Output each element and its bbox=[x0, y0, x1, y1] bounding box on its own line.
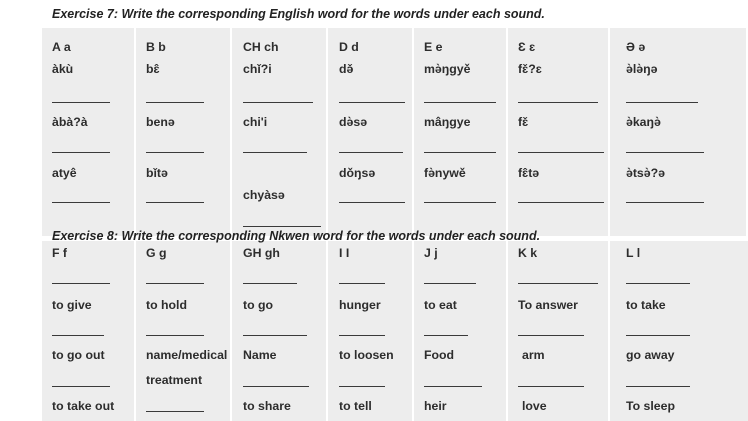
ex8-word: heir bbox=[424, 399, 447, 413]
answer-blank[interactable] bbox=[518, 202, 604, 203]
answer-blank[interactable] bbox=[52, 202, 110, 203]
answer-blank[interactable] bbox=[424, 386, 482, 387]
answer-blank[interactable] bbox=[339, 386, 385, 387]
ex7-word: àbà?à bbox=[52, 115, 88, 129]
answer-blank[interactable] bbox=[339, 102, 405, 103]
ex8-word: go away bbox=[626, 348, 675, 362]
ex7-word: dǝ̌ bbox=[339, 62, 354, 76]
ex7-word: fɛ̂tǝ bbox=[518, 166, 540, 180]
ex8-word: To sleep bbox=[626, 399, 675, 413]
ex7-word: ǝ̀lǝ̀ŋǝ bbox=[626, 62, 658, 76]
ex7-header-schwa: Ə ə bbox=[626, 40, 646, 54]
answer-blank[interactable] bbox=[518, 386, 584, 387]
answer-blank[interactable] bbox=[518, 152, 604, 153]
ex7-word: benǝ bbox=[146, 115, 175, 129]
ex8-word: to take out bbox=[52, 399, 115, 413]
ex7-word: ǝ̀kaŋǝ̀ bbox=[626, 115, 661, 129]
ex8-word: Food bbox=[424, 348, 455, 362]
answer-blank[interactable] bbox=[339, 202, 405, 203]
answer-blank[interactable] bbox=[424, 152, 496, 153]
ex8-header-g: G g bbox=[146, 246, 167, 260]
ex7-header-open-e: Ɛ ɛ bbox=[518, 40, 536, 54]
answer-blank[interactable] bbox=[52, 152, 110, 153]
answer-blank[interactable] bbox=[243, 283, 297, 284]
answer-blank[interactable] bbox=[146, 102, 204, 103]
answer-blank[interactable] bbox=[146, 152, 204, 153]
answer-blank[interactable] bbox=[626, 283, 690, 284]
ex7-word: ǝ̀tsǝ̀?ǝ bbox=[626, 166, 665, 180]
exercise-7-title: Exercise 7: Write the corresponding English word for the words under each sound. bbox=[52, 7, 545, 21]
answer-blank[interactable] bbox=[626, 335, 690, 336]
ex8-word: to take bbox=[626, 298, 666, 312]
ex8-header-j: J j bbox=[424, 246, 438, 260]
answer-blank[interactable] bbox=[626, 386, 690, 387]
answer-blank[interactable] bbox=[52, 283, 110, 284]
ex7-word: bǐtǝ bbox=[146, 166, 168, 180]
ex7-word: fɛ̌ bbox=[518, 115, 529, 129]
ex8-word: love bbox=[522, 399, 547, 413]
answer-blank[interactable] bbox=[146, 411, 204, 412]
exercise-8-table bbox=[42, 241, 748, 421]
ex7-word: bɛ̂ bbox=[146, 62, 160, 76]
ex7-word: mǝ̀ŋgyě bbox=[424, 62, 471, 76]
answer-blank[interactable] bbox=[518, 283, 598, 284]
answer-blank[interactable] bbox=[52, 386, 110, 387]
ex7-word: chi'i bbox=[243, 115, 268, 129]
ex8-word: to loosen bbox=[339, 348, 394, 362]
ex7-word: chyàsǝ bbox=[243, 188, 285, 202]
ex7-header-e: E e bbox=[424, 40, 443, 54]
ex7-word: atyê bbox=[52, 166, 77, 180]
ex7-word: fǝ̀nywě bbox=[424, 166, 466, 180]
ex8-word: Name bbox=[243, 348, 277, 362]
ex8-word: to tell bbox=[339, 399, 372, 413]
answer-blank[interactable] bbox=[52, 102, 110, 103]
ex7-header-d: D d bbox=[339, 40, 359, 54]
ex8-header-i: I I bbox=[339, 246, 350, 260]
answer-blank[interactable] bbox=[243, 226, 321, 227]
ex8-word: to go bbox=[243, 298, 274, 312]
ex8-word: to share bbox=[243, 399, 291, 413]
ex8-header-k: K k bbox=[518, 246, 538, 260]
ex7-header-b: B b bbox=[146, 40, 166, 54]
ex8-word: to go out bbox=[52, 348, 105, 362]
ex7-word: fɛ̌?ɛ bbox=[518, 62, 542, 76]
ex8-word: arm bbox=[522, 348, 545, 362]
answer-blank[interactable] bbox=[424, 335, 468, 336]
ex8-word-continued: treatment bbox=[146, 373, 203, 387]
answer-blank[interactable] bbox=[339, 152, 403, 153]
answer-blank[interactable] bbox=[339, 335, 385, 336]
exercise-7-table bbox=[42, 28, 746, 236]
ex8-word: to hold bbox=[146, 298, 187, 312]
ex8-header-gh: GH gh bbox=[243, 246, 280, 260]
ex8-header-f: F f bbox=[52, 246, 68, 260]
ex7-header-a: A a bbox=[52, 40, 71, 54]
ex7-word: mâŋgye bbox=[424, 115, 471, 129]
answer-blank[interactable] bbox=[424, 283, 476, 284]
answer-blank[interactable] bbox=[52, 335, 104, 336]
answer-blank[interactable] bbox=[626, 202, 704, 203]
answer-blank[interactable] bbox=[243, 102, 313, 103]
answer-blank[interactable] bbox=[146, 202, 204, 203]
answer-blank[interactable] bbox=[243, 335, 307, 336]
ex8-word: to give bbox=[52, 298, 92, 312]
answer-blank[interactable] bbox=[518, 335, 584, 336]
ex8-word: to eat bbox=[424, 298, 457, 312]
answer-blank[interactable] bbox=[626, 152, 704, 153]
answer-blank[interactable] bbox=[243, 152, 307, 153]
ex7-word: dǒŋsǝ bbox=[339, 166, 376, 180]
ex7-word: chǐ?i bbox=[243, 62, 272, 76]
ex7-word: dǝ̀sǝ bbox=[339, 115, 368, 129]
answer-blank[interactable] bbox=[339, 283, 385, 284]
answer-blank[interactable] bbox=[146, 335, 204, 336]
answer-blank[interactable] bbox=[146, 283, 204, 284]
ex7-word: àkù bbox=[52, 62, 74, 76]
ex8-word: To answer bbox=[518, 298, 578, 312]
ex8-word: hunger bbox=[339, 298, 381, 312]
answer-blank[interactable] bbox=[626, 102, 698, 103]
answer-blank[interactable] bbox=[424, 202, 496, 203]
ex7-header-ch: CH ch bbox=[243, 40, 279, 54]
ex8-word: name/medical bbox=[146, 348, 228, 362]
answer-blank[interactable] bbox=[518, 102, 598, 103]
exercise-8-title: Exercise 8: Write the corresponding Nkwen word for the words under each sound. bbox=[52, 229, 541, 243]
ex8-header-l: L l bbox=[626, 246, 641, 260]
answer-blank[interactable] bbox=[243, 386, 309, 387]
answer-blank[interactable] bbox=[424, 102, 496, 103]
